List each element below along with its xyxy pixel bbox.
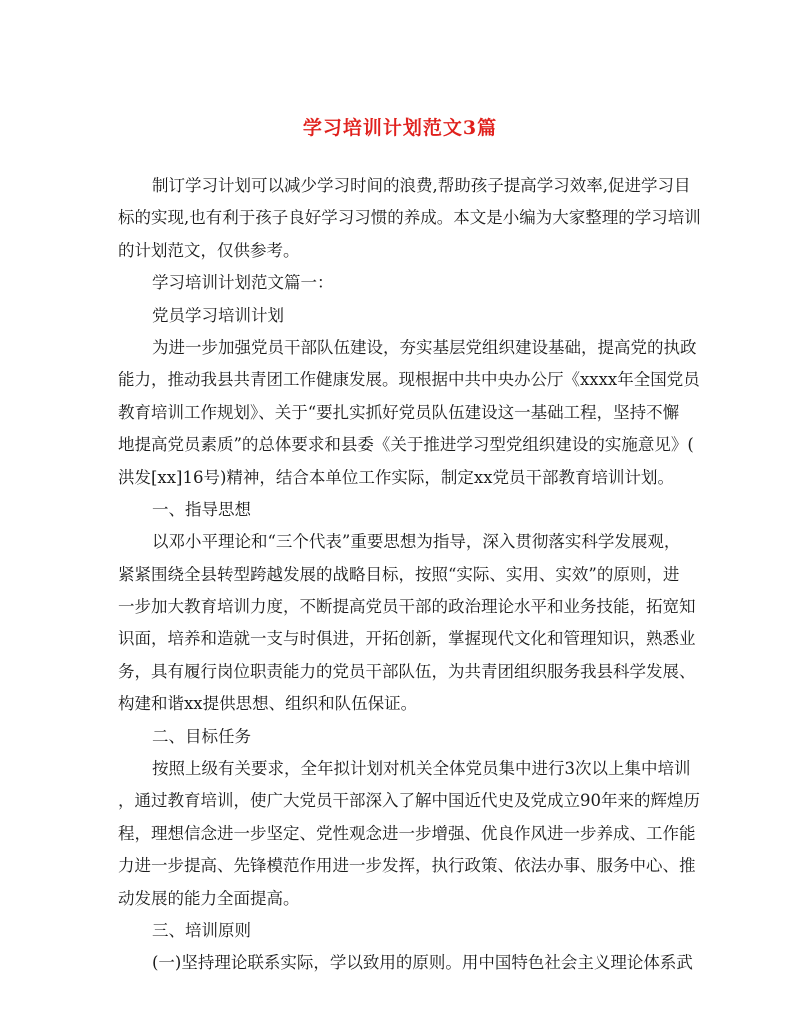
text-line: 紧紧围绕全县转型跨越发展的战略目标，按照“实际、实用、实效”的原则，进 bbox=[118, 564, 680, 584]
text-line: 动发展的能力全面提高。 bbox=[118, 888, 300, 908]
text-line: (一)坚持理论联系实际，学以致用的原则。用中国特色社会主义理论体系武 bbox=[152, 953, 693, 973]
text-line: 教育培训工作规划》、关于“要扎实抓好党员队伍建设这一基础工程，坚持不懈 bbox=[118, 402, 680, 422]
text-line: 能力，推动我县共青团工作健康发展。现根据中共中央办公厅《xxxx年全国党员 bbox=[118, 370, 700, 390]
text-line: 的计划范文，仅供参考。 bbox=[118, 240, 300, 260]
text-line: 制订学习计划可以减少学习时间的浪费,帮助孩子提高学习效率,促进学习目 bbox=[152, 176, 691, 195]
text-line: 为进一步加强党员干部队伍建设，夯实基层党组织建设基础，提高党的执政 bbox=[152, 337, 697, 357]
text-line: ，通过教育培训，使广大党员干部深入了解中国近代史及党成立90年来的辉煌历 bbox=[118, 791, 700, 811]
document-title: 学习培训计划范文3篇 bbox=[302, 117, 498, 139]
text-line: 标的实现,也有利于孩子良好学习习惯的养成。本文是小编为大家整理的学习培训 bbox=[118, 208, 701, 228]
text-line: 识面，培养和造就一支与时俱进，开拓创新，掌握现代文化和管理知识，熟悉业 bbox=[118, 629, 696, 649]
text-line: 地提高党员素质”的总体要求和县委《关于推进学习型党组织建设的实施意见》( bbox=[118, 435, 694, 455]
text-line: 三、培训原则 bbox=[152, 920, 251, 940]
text-line: 学习培训计划范文篇一： bbox=[152, 273, 334, 293]
text-line: 二、目标任务 bbox=[152, 726, 251, 746]
text-line: 程，理想信念进一步坚定、党性观念进一步增强、优良作风进一步养成、工作能 bbox=[118, 823, 696, 843]
document-body bbox=[118, 170, 701, 980]
text-line: 务，具有履行岗位职责能力的党员干部队伍，为共青团组织服务我县科学发展、 bbox=[118, 661, 696, 681]
text-line: 党员学习培训计划 bbox=[152, 305, 284, 325]
text-line: 按照上级有关要求，全年拟计划对机关全体党员集中进行3次以上集中培训 bbox=[152, 759, 691, 779]
text-line: 以邓小平理论和“三个代表”重要思想为指导，深入贯彻落实科学发展观， bbox=[152, 532, 681, 552]
text-line: 一步加大教育培训力度，不断提高党员干部的政治理论水平和业务技能，拓宽知 bbox=[118, 597, 696, 617]
text-line: 一、指导思想 bbox=[152, 499, 251, 519]
text-line: 构建和谐xx提供思想、组织和队伍保证。 bbox=[118, 694, 418, 714]
text-line: 力进一步提高、先锋模范作用进一步发挥，执行政策、依法办事、服务中心、推 bbox=[118, 856, 696, 876]
text-line: 洪发[xx]16号)精神，结合本单位工作实际，制定xx党员干部教育培训计划。 bbox=[118, 467, 675, 487]
